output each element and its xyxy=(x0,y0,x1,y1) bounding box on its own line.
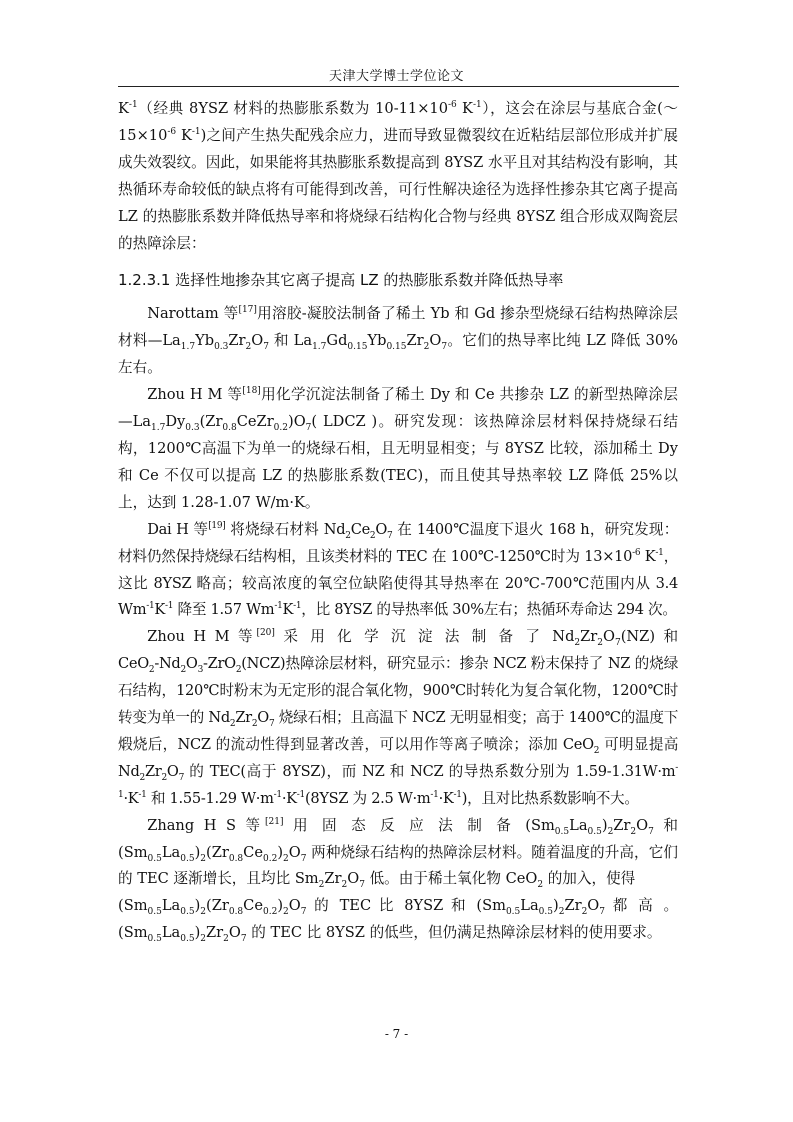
paragraph-zhang-hs-end: $(Sm_{0.5}La_{0.5})_2Zr_2O_7$ 的 TEC 比 8YSZ 的低些，但仍满足热障涂层材料的使用要求。 xyxy=(118,924,662,945)
citation-ref[interactable]: [18] xyxy=(242,386,261,397)
page-body xyxy=(118,96,678,947)
paragraph-dai-h: Dai H 等[19] 将烧绿石材料 $Nd_2Ce_2O_7$ 在 1400℃温度下退火 168 h，研究发现：材料仍然保持烧绿石结构相，且该类材料的 TEC 在 100℃-1250℃时为 $13\times 10^{-6}$ $K^{-1}$，这比 8YSZ 略高；较高浓度的氧空位缺陷使得其导热率在 20℃-700℃范围内从 3.4 $Wm^{-1}K^{-1}$ 降至 1.57 $Wm^{-1}K^{-1}$，比 8YSZ 的导热率低 30%左右；热循环寿命达 294 次。 xyxy=(118,520,679,619)
paragraph-zhou-hm-20-rest: $CeO_2-Nd_2O_3-ZrO_2(NCZ)$热障涂层材料，研究显示：掺杂 NCZ 粉末保持了 NZ 的烧绿石结构，120℃时粉末为无定形的混合氧化物，900℃时转化为复合氧化物，1200℃时转变为单一的 $Nd_2Zr_2O_7$ 烧绿石相；且高温下 NCZ 无明显相变；高于 1400℃的温度下煅烧后，NCZ 的流动性得到显著改善，可以用作等离子喷涂；添加 CeO$_2$ 可明显提高 $Nd_2Zr_2O_7$ 的 TEC(高于 8YSZ)，而 NZ 和 NCZ 的导热系数分别为 $1.59-1.31W\cdot m^{-1}\cdot K^{-1}$ 和 1.55-1.29 $W\cdot m^{-1}\cdot K^{-1}(8YSZ$ 为 2.5 $W\cdot m^{-1}\cdot K^{-1}$)，且对比热系数影响不大。 xyxy=(118,655,678,807)
intro-paragraph: $K^{-1}$（经典 8YSZ 材料的热膨胀系数为 $10-11\times 10^{-6}$ $K^{-1}$），这会在涂层与基底合金($\sim 15\times 10^{-6}$ $K^{-1}$)之间产生热失配残余应力，进而导致显微裂纹在近粘结层部位形成并扩展成失效裂纹。因此，如果能将其热膨胀系数提高到 8YSZ 水平且对其结构没有影响，其热循环寿命较低的缺点将有可能得到改善，可行性解决途径为选择性掺杂其它离子提高 LZ 的热膨胀系数并降低热导率和将烧绿石结构化合物与经典 8YSZ 组合形成双陶瓷层的热障涂层： xyxy=(118,100,679,252)
section-heading: 1.2.3.1 选择性地掺杂其它离子提高 LZ 的热膨胀系数并降低热导率 xyxy=(118,271,564,290)
citation-ref[interactable]: [19] xyxy=(208,520,226,531)
citation-ref[interactable]: [17] xyxy=(238,305,257,316)
header-rule xyxy=(118,86,679,87)
paragraph-zhou-hm-20-line1: Zhou H M 等[20] 采 用 化 学 沉 淀 法 制 备 了 $Nd_2Zr_2O_7(NZ)$ 和 xyxy=(147,628,679,649)
citation-ref[interactable]: [20] xyxy=(256,628,275,639)
paragraph-zhou-hm-18: Zhou H M 等[18]用化学沉淀法制备了稀土 Dy 和 Ce 共掺杂 LZ 的新型热障涂层$—La_{1.7}Dy_{0.3}(Zr_{0.8}CeZr_{0.2})O_7$( LDCZ )。研究发现：该热障涂层材料保持烧绿石结构，1200℃高温下为单一的烧绿石相，且无明显相变；与 8YSZ 比较，添加稀土 Dy 和 Ce 不仅可以提高 LZ 的热膨胀系数(TEC)，而且使其导热率较 LZ 降低 25%以上，达到 1.28-1.07 W/m·K。 xyxy=(118,386,679,511)
page-number: - 7 - xyxy=(384,1027,409,1041)
page-header-title: 天津大学博士学位论文 xyxy=(328,69,464,84)
paragraph-zhang-hs-body: $(Sm_{0.5}La_{0.5})_2(Zr_{0.8}Ce_{0.2})_2O_7$ 两种烧绿石结构的热障涂层材料。随着温度的升高，它们的 TEC 逐渐增长，且均比 $Sm_2Zr_2O_7$ 低。由于稀土氧化物 CeO$_2$ 的加入，使得 xyxy=(118,843,678,891)
paragraph-narottam: Narottam 等[17]用溶胶-凝胶法制备了稀土 Yb 和 Gd 掺杂型烧绿石结构热障涂层材料$—La_{1.7}Yb_{0.3}Zr_2O_7$ 和 $La_{1.7}Gd_{0.15}Yb_{0.15}Zr_2O_7$。它们的热导率比纯 LZ 降低 30%左右。 xyxy=(118,305,679,377)
citation-ref[interactable]: [21] xyxy=(265,816,284,827)
paragraph-zhang-hs-compare: $(Sm_{0.5}La_{0.5})_2(Zr_{0.8}Ce_{0.2})_2O_7$ 的 TEC 比 8YSZ 和 $(Sm_{0.5}La_{0.5})_2Zr_2O_7$ 都 高 。 xyxy=(118,897,679,918)
paragraph-zhang-hs-line1: Zhang H S 等[21] 用 固 态 反 应 法 制 备 $(Sm_{0.5}La_{0.5})_2Zr_2O_7$ 和 xyxy=(147,816,678,837)
